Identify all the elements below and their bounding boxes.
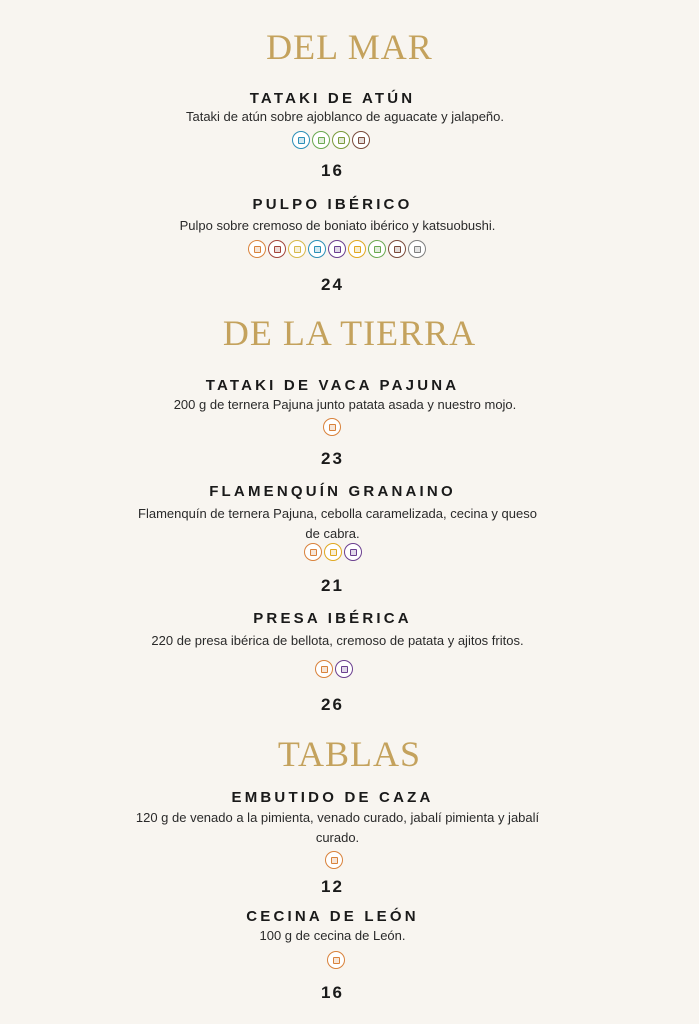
section-title-sea: DEL MAR <box>266 27 433 67</box>
dish-price: 23 <box>321 449 344 468</box>
allergen-list <box>325 851 343 869</box>
dish-name: EMBUTIDO DE CAZA <box>231 789 434 806</box>
dish-name: CECINA DE LEÓN <box>246 908 419 925</box>
green-allergen-icon <box>368 240 386 258</box>
olive-allergen-icon <box>332 131 350 149</box>
gold-allergen-icon <box>324 543 342 561</box>
dish-description: Pulpo sobre cremoso de boniato ibérico y katsuobushi. <box>179 218 496 233</box>
brown-allergen-icon <box>388 240 406 258</box>
purple-allergen-icon <box>328 240 346 258</box>
orange-allergen-icon <box>323 418 341 436</box>
dish-description: Tataki de atún sobre ajoblanco de aguacate y jalapeño. <box>185 109 504 124</box>
dish-description-line-2: curado. <box>315 830 360 845</box>
dish-price: 24 <box>321 275 344 294</box>
orange-allergen-icon <box>304 543 322 561</box>
orange-allergen-icon <box>315 660 333 678</box>
green-allergen-icon <box>312 131 330 149</box>
dish-description-line-2: de cabra. <box>305 526 360 541</box>
dish-description: 200 g de ternera Pajuna junto patata asada y nuestro mojo. <box>173 397 517 412</box>
brown-allergen-icon <box>352 131 370 149</box>
allergen-list <box>248 240 426 258</box>
allergen-list <box>315 660 353 678</box>
dish-price: 12 <box>321 877 344 896</box>
dish-name: TATAKI DE ATÚN <box>249 90 416 107</box>
allergen-list <box>327 951 345 969</box>
dish-price: 21 <box>321 576 344 595</box>
allergen-list <box>304 543 362 561</box>
orange-allergen-icon <box>248 240 266 258</box>
dish-name: TATAKI DE VACA PAJUNA <box>205 377 460 394</box>
dish-name: PULPO IBÉRICO <box>252 196 413 213</box>
section-title-land: DE LA TIERRA <box>222 313 477 353</box>
dish-price: 16 <box>321 983 344 1002</box>
purple-allergen-icon <box>335 660 353 678</box>
allergen-list <box>292 131 370 149</box>
dish-name: FLAMENQUÍN GRANAINO <box>209 483 456 500</box>
dish-description-line-1: Flamenquín de ternera Pajuna, cebolla caramelizada, cecina y queso <box>138 506 537 521</box>
gray-allergen-icon <box>408 240 426 258</box>
allergen-list <box>323 418 341 436</box>
dish-description-line-1: 120 g de venado a la pimienta, venado curado, jabalí pimienta y jabalí <box>135 810 540 825</box>
yellow-allergen-icon <box>288 240 306 258</box>
orange-allergen-icon <box>327 951 345 969</box>
dish-name: PRESA IBÉRICA <box>253 610 412 627</box>
dish-price: 16 <box>321 161 344 180</box>
purple-allergen-icon <box>344 543 362 561</box>
dish-price: 26 <box>321 695 344 714</box>
orange-allergen-icon <box>325 851 343 869</box>
blue-allergen-icon <box>292 131 310 149</box>
gold-allergen-icon <box>348 240 366 258</box>
blue-allergen-icon <box>308 240 326 258</box>
darkred-allergen-icon <box>268 240 286 258</box>
dish-description: 100 g de cecina de León. <box>259 928 406 943</box>
dish-description: 220 de presa ibérica de bellota, cremoso de patata y ajitos fritos. <box>151 633 524 648</box>
section-title-boards: TABLAS <box>277 734 422 774</box>
